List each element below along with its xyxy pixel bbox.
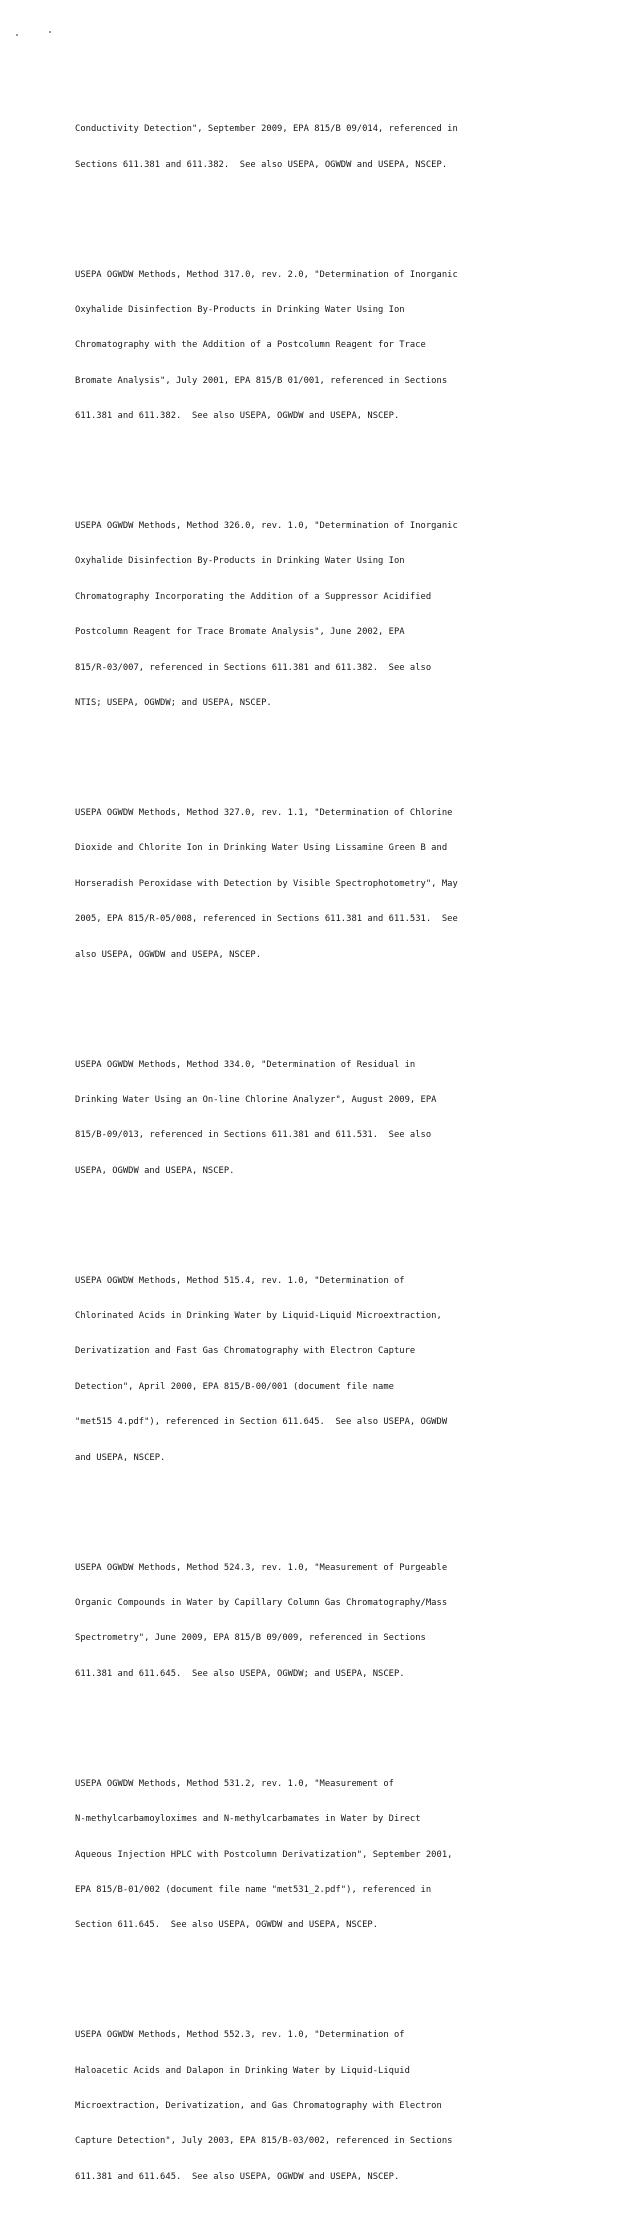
text-line: NTIS; USEPA, OGWDW; and USEPA, NSCEP. <box>75 698 272 709</box>
text-line: Microextraction, Derivatization, and Gas Chromatography with Electron <box>75 2101 442 2112</box>
text-line: Bromate Analysis", July 2001, EPA 815/B 01/001, referenced in Sections <box>75 375 448 386</box>
text-line: Aqueous Injection HPLC with Postcolumn Derivatization", September 2001, <box>75 1849 453 1860</box>
text-line: Derivatization and Fast Gas Chromatography with Electron Capture <box>75 1346 416 1357</box>
text-line: USEPA OGWDW Methods, Method 515.4, rev. 1.0, "Determination of <box>75 1275 405 1286</box>
text-line: Dioxide and Chlorite Ion in Drinking Water Using Lissamine Green B and <box>75 843 448 854</box>
document-text <box>75 77 595 2231</box>
text-line: Haloacetic Acids and Dalapon in Drinking Water by Liquid-Liquid <box>75 2065 410 2076</box>
text-line: USEPA OGWDW Methods, Method 334.0, "Determination of Residual in <box>75 1059 416 1070</box>
text-line: Section 611.645. See also USEPA, OGWDW and USEPA, NSCEP. <box>75 1920 379 1931</box>
text-line: Sections 611.381 and 611.382. See also USEPA, OGWDW and USEPA, NSCEP. <box>75 159 448 170</box>
paragraph <box>75 1755 595 1956</box>
text-line: Chromatography with the Addition of a Postcolumn Reagent for Trace <box>75 340 426 351</box>
text-line: Conductivity Detection", September 2009, EPA 815/B 09/014, referenced in <box>75 124 458 135</box>
text-line: Chlorinated Acids in Drinking Water by Liquid-Liquid Microextraction, <box>75 1311 442 1322</box>
paragraph <box>75 1252 595 1488</box>
text-line: Oxyhalide Disinfection By-Products in Drinking Water Using Ion <box>75 556 405 567</box>
text-line: USEPA OGWDW Methods, Method 524.3, rev. 1.0, "Measurement of Purgeable <box>75 1562 448 1573</box>
text-line: Postcolumn Reagent for Trace Bromate Analysis", June 2002, EPA <box>75 627 405 638</box>
text-line: EPA 815/B-01/002 (document file name "met531_2.pdf"), referenced in <box>75 1884 432 1895</box>
text-line: and USEPA, NSCEP. <box>75 1452 166 1463</box>
text-line: USEPA, OGWDW and USEPA, NSCEP. <box>75 1165 235 1176</box>
text-line: 611.381 and 611.645. See also USEPA, OGWDW and USEPA, NSCEP. <box>75 2171 400 2182</box>
text-line: N-methylcarbamoyloximes and N-methylcarbamates in Water by Direct <box>75 1814 421 1825</box>
text-line: 611.381 and 611.645. See also USEPA, OGWDW; and USEPA, NSCEP. <box>75 1668 405 1679</box>
text-line: 2005, EPA 815/R-05/008, referenced in Sections 611.381 and 611.531. See <box>75 914 458 925</box>
text-line: Detection", April 2000, EPA 815/B-00/001 (document file name <box>75 1381 394 1392</box>
text-line: also USEPA, OGWDW and USEPA, NSCEP. <box>75 949 262 960</box>
text-line: USEPA OGWDW Methods, Method 326.0, rev. 1.0, "Determination of Inorganic <box>75 521 458 532</box>
text-line: Organic Compounds in Water by Capillary Column Gas Chromatography/Mass <box>75 1597 448 1608</box>
text-line: Oxyhalide Disinfection By-Products in Drinking Water Using Ion <box>75 304 405 315</box>
paragraph <box>75 2007 595 2208</box>
paragraph <box>75 784 595 985</box>
text-line: Chromatography Incorporating the Addition of a Suppressor Acidified <box>75 591 432 602</box>
text-line: USEPA OGWDW Methods, Method 327.0, rev. 1.1, "Determination of Chlorine <box>75 808 453 818</box>
text-line: 815/B-09/013, referenced in Sections 611.381 and 611.531. See also <box>75 1130 432 1141</box>
scan-mark <box>49 31 51 33</box>
text-line: USEPA OGWDW Methods, Method 552.3, rev. 1.0, "Determination of <box>75 2030 405 2041</box>
text-line: Drinking Water Using an On-line Chlorine Analyzer", August 2009, EPA <box>75 1094 437 1105</box>
text-line: Spectrometry", June 2009, EPA 815/B 09/009, referenced in Sections <box>75 1633 426 1644</box>
text-line: USEPA OGWDW Methods, Method 317.0, rev. 2.0, "Determination of Inorganic <box>75 269 458 280</box>
text-line: "met515 4.pdf"), referenced in Section 611.645. See also USEPA, OGWDW <box>75 1417 448 1428</box>
text-line: USEPA OGWDW Methods, Method 531.2, rev. 1.0, "Measurement of <box>75 1778 394 1789</box>
text-line: Horseradish Peroxidase with Detection by Visible Spectrophotometry", May <box>75 878 458 889</box>
scan-mark <box>16 34 18 36</box>
paragraph <box>75 246 595 447</box>
text-line: 815/R-03/007, referenced in Sections 611.381 and 611.382. See also <box>75 662 432 673</box>
text-line: 611.381 and 611.382. See also USEPA, OGWDW and USEPA, NSCEP. <box>75 411 400 422</box>
text-line: Capture Detection", July 2003, EPA 815/B-03/002, referenced in Sections <box>75 2136 453 2147</box>
paragraph <box>75 1036 595 1201</box>
paragraph <box>75 1539 595 1704</box>
paragraph <box>75 497 595 733</box>
paragraph <box>75 101 595 195</box>
